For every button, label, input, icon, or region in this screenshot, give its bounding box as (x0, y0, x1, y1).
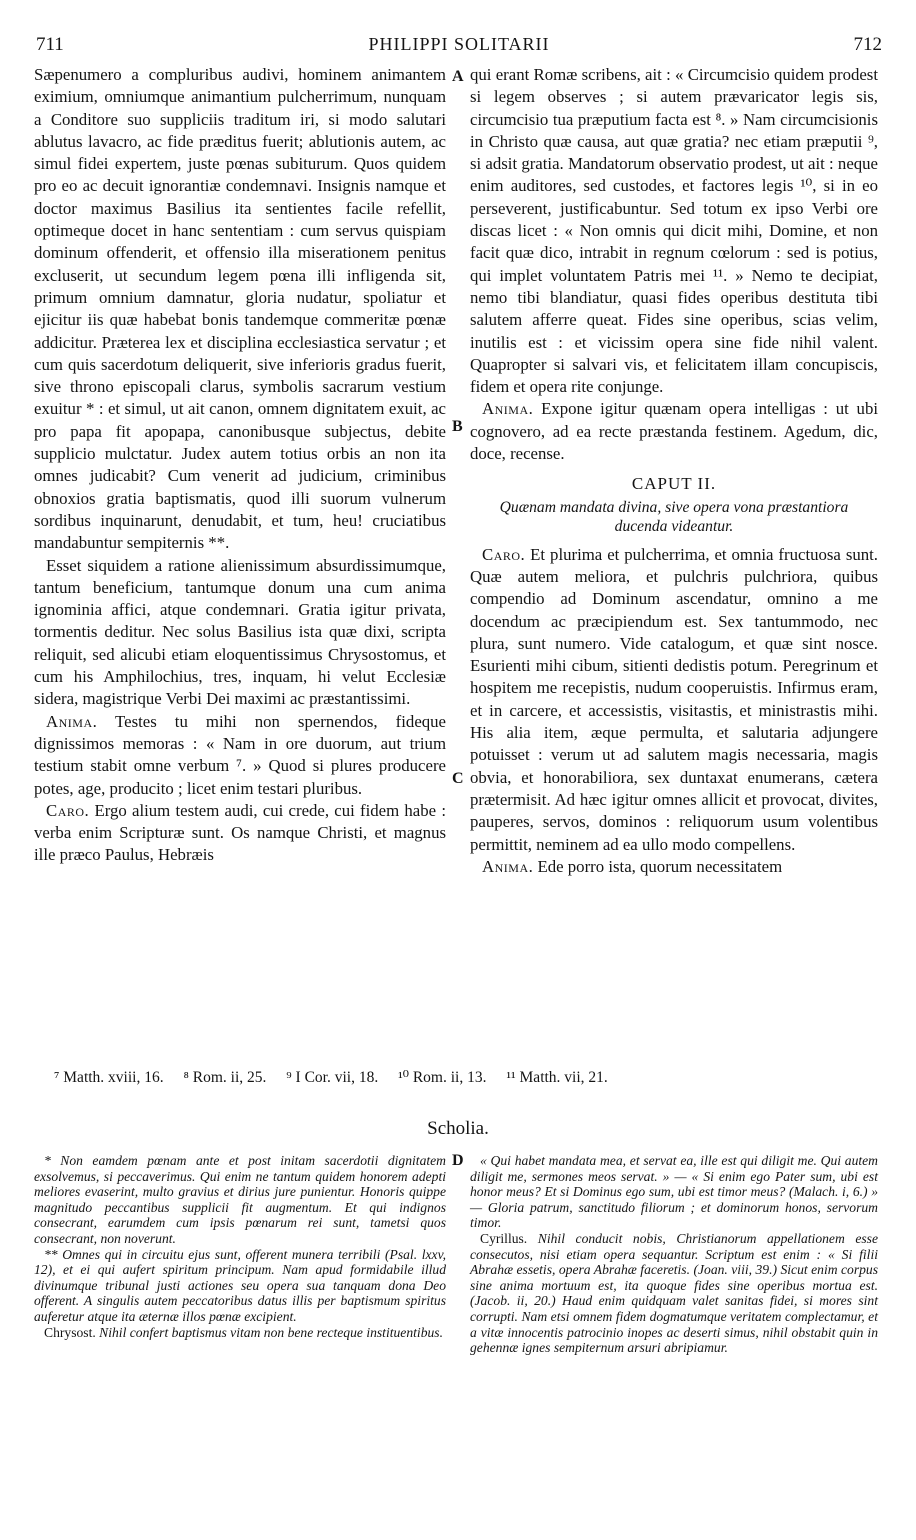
scholion-5 (470, 1231, 878, 1356)
scholion-4: « Qui habet mandata mea, et servat ea, ille est qui diligit me. Qui autem diligit me, sermones meos servat. » — « Si enim ego Pater sum, ubi est honor meus? Et si Dominus ego sum, ubi est timor meus? (Malach. i, 6.) » — Gloria patrum, sanctitudo filiorum ; et dominorum honos, servorum timor. (470, 1153, 878, 1231)
margin-letter-d: D (452, 1152, 464, 1169)
scholion-2: ** Omnes qui in circuitu ejus sunt, offerent munera terribili (Psal. lxxv, 12), et ei qui aufert spiritum principum. Nam apud formidabile illud divinumque tribunal justi actiones seu opera sua tanquam dona Deo offerent. A singulis autem peccatoribus datus illis per baptismum spiritus auferetur atque ita æternæ illos pœnæ excipient. (34, 1246, 446, 1324)
scholion-3 (34, 1325, 446, 1341)
right-paragraph-4 (470, 856, 878, 878)
scholion-1: * Non eamdem pœnam ante et post initam sacerdotii dignitatem exsolvemus, si peccaverimus. Qui enim ne tantum quidem honorem adepti meliores evaserint, multo gravius et dirius jure punientur. Honoris quippe magnitudo peccantibus supplicii fit augmentum. Et qui indignos consecrant, earumdem cum ipsis pœnarum rei sunt, tametsi quos consecrant, non noverunt. (34, 1153, 446, 1246)
left-paragraph-1: Sæpenumero a compluribus audivi, hominem animantem eximium, omniumque animantium pulcherrimum, nunquam a Conditore suo suppliciis traditum iri, si modo salutari ablutus lavacro, ac fide præditus fuerit; ablutionis autem, ac simul fidei expertem, juste pœnas subiturum. Quos quidem pro eo ac decuit ignorantiæ condemnavi. Insignis namque et doctor maximus Basilius ita sentientes facile refellit, optimeque docet in hanc sententiam : cum servus quispiam dominum offenderit, et offensio illa miserationem penitus excluserit, ut secundum legem pœna illi infligenda sit, primum omnium damnatur, gloria nudatur, spoliatur et ejicitur iis quæ habebat bonis tandemque commeritæ pœnæ addicitur. Præterea lex et disciplina ecclesiastica servatur ; et cum quis sacerdotum deliquerit, sive inferioris gradus fuerit, sive throno episcopali clarus, symbolis sacrarum vestium exuitur * : et simul, ut ait canon, omnem dignitatem exuit, ac pro papa fit apopapa, canonibusque subjectus, debite supplicio mulctatur. Judex autem totius orbis an non ita omnes judicabit? Cum venerit ad judicium, criminibus obnoxios gratia baptismatis, quod illi suorum vulnerum sordibus inquinarunt, denudabit, et tum, heu! cruciatibus mandabuntur sempiternis **. (34, 65, 446, 553)
scholia-title: Scholia. (427, 1118, 489, 1139)
footnotes (54, 1068, 894, 1087)
paragraph-text: Expone igitur quænam opera intelligas : ut ubi cognovero, ad ea recte præstanda festinem. Agedum, dic, doce, recense. (470, 399, 878, 464)
scholion-author: Cyrillus. (480, 1230, 528, 1246)
scholion-text: Nihil conducit nobis, Christianorum appellationem esse consecutos, nisi etiam opera sequantur. Scriptum est enim : « Si filii Abrahæ essetis, opera Abrahæ faceretis. (Joan. viii, 39.) Sicut enim corpus sine anima mortuum est, ita quoque fides sine operibus mortua est. (Jacob. ii, 20.) Haud enim quidquam valet sanitas fidei, si mores sint corrupti. Nam etsi omnem fidem dogmatumque veritatem complectamur, et a vitæ innocentis patrocinio inopes ac deserti simus, nihil obstabit quin in gehennæ ignes sempiternum arsuri abripiamur. (470, 1230, 878, 1356)
margin-letter-a: A (452, 68, 464, 85)
speaker-label: Caro. (46, 800, 90, 820)
right-paragraph-3 (470, 544, 878, 856)
right-column (470, 64, 878, 878)
speaker-label: Anima. (482, 856, 534, 876)
scholion-text: Nihil confert baptismus vitam non bene recteque instituentibus. (95, 1324, 443, 1340)
page-number-left: 711 (36, 34, 64, 55)
left-paragraph-3 (34, 711, 446, 800)
paragraph-text: Et plurima et pulcherrima, et omnia fructuosa sunt. Quæ autem meliora, et pulchris pulchriora, quibus compendio ad Dominum ascendatur, omnino a me docendum ac præcipiendum est. Sex tantummodo, nec plura, sunt numero. Vide catalogum, et quæ sint nosce. Esurienti mihi cibum, sitienti dedistis potum. Peregrinum et hospitem me recepistis, nudum cooperuistis. Infirmus eram, et in carcere, et accessistis, visitastis, et ministrastis mihi. His alia item, æque permulta, et salutaria adjungere potuisset : verum ut ad salutem magis necessaria, magis obvia, et honorabiliora, sex duntaxat enumerans, cætera prætermisit. Ad hæc igitur omnes allicit et provocat, divites, pauperes, servos, dominos : reliquorum usum volentibus permittit, neminem ad ea ullo modo compellens. (470, 544, 878, 854)
left-column (34, 64, 446, 867)
scholia-right-column (470, 1153, 878, 1356)
speaker-label: Anima. (482, 399, 534, 419)
footnote-11: ¹¹ Matth. vii, 21. (506, 1069, 608, 1086)
page-header (36, 34, 882, 58)
paragraph-text: Testes tu mihi non spernendos, fideque dignissimos memoras : « Nam in ore duorum, aut trium testium stabit omne verbum ⁷. » Quod si plures producere potes, age, producito ; licet enim testari pluribus. (34, 711, 446, 798)
speaker-label: Caro. (482, 544, 526, 564)
paragraph-text: Ergo alium testem audi, cui crede, cui fidem habe : verba enim Scripturæ sunt. Os namque Christi, et magnus ille præco Paulus, Hebræis (34, 800, 446, 865)
margin-letter-b: B (452, 418, 463, 435)
margin-letter-c: C (452, 770, 464, 787)
scholion-author: Chrysost. (44, 1324, 96, 1340)
left-paragraph-4 (34, 800, 446, 867)
scholia-left-column (34, 1153, 446, 1340)
footnote-10: ¹⁰ Rom. ii, 13. (398, 1069, 487, 1086)
chapter-title: CAPUT II. (631, 474, 717, 494)
page-number-right: 712 (853, 34, 882, 55)
paragraph-text: Ede porro ista, quorum necessitatem (533, 856, 783, 876)
footnote-8: ⁸ Rom. ii, 25. (183, 1069, 267, 1086)
footnote-9: ⁹ I Cor. vii, 18. (286, 1069, 379, 1086)
footnote-7: ⁷ Matth. xviii, 16. (54, 1069, 164, 1086)
speaker-label: Anima. (46, 711, 98, 731)
right-paragraph-1: qui erant Romæ scribens, ait : « Circumcisio quidem prodest si legem observes ; si autem prævaricator legis sis, circumcisio tua præputium facta est ⁸. » Nam circumcisionis in Christo quæ causa, aut quæ gratia? nec etiam præputii ⁹, si adsit gratia. Mandatorum observatio prodest, ut ait : neque enim auditores, sed custodes, et factores legis ¹⁰, si in eo perseverent, justificabuntur. Sed totum ex ipso Verbi ore discas licet : « Non omnis qui dicit mihi, Domine, et non facit quæ dico, intrabit in regnum cœlorum : sed is potius, qui implet voluntatem Patris mei ¹¹. » Nemo te decipiat, nemo tibi blandiatur, quasi fides operibus destituta tibi salutem afferre queat. Fides sine operibus, scias velim, inutilis est : et vicissim opera sine fide nihil valent. Quapropter si salvari vis, et felicitatem illam concupiscis, fidem et opera rite conjunge. (470, 65, 878, 397)
running-title: PHILIPPI SOLITARII (368, 34, 550, 54)
left-paragraph-2: Esset siquidem a ratione alienissimum absurdissimumque, tantum beneficium, tantumque donum una cum anima ignominia affici, atque condemnari. Gratia igitur privata, tormentis deditur. Nec solus Basilius ista quæ dixi, scripta reliquit, sed alicubi etiam eloquentissimus Chrysostomus, et cum his Amphilochius, tres, inquam, hi velut Ecclesiæ sidera, magistrique Verbi Dei maximi ac præstantissimi. (34, 555, 446, 709)
right-paragraph-2 (470, 398, 878, 465)
chapter-subtitle: Quænam mandata divina, sive opera vona præstantiora ducenda videantur. (499, 498, 849, 535)
